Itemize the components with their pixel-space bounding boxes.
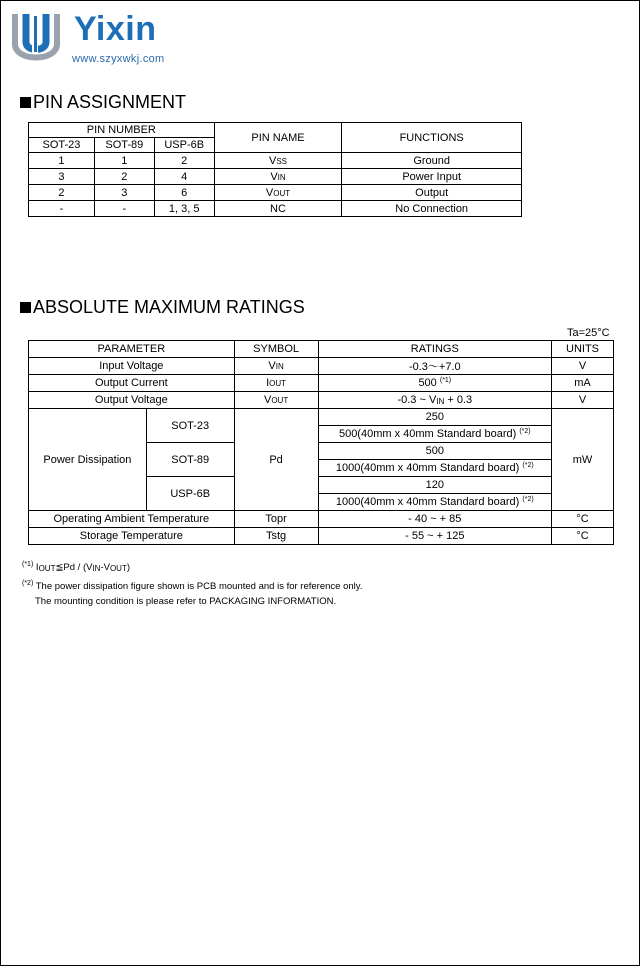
- table-row: [29, 392, 614, 409]
- cell-rating: 500 $^{(*1)}$: [318, 375, 552, 392]
- cell-unit: mA: [552, 375, 614, 392]
- absolute-max-ratings-title: ABSOLUTE MAXIMUM RATINGS: [20, 297, 305, 317]
- cell-sot89: -: [94, 201, 154, 217]
- cell-package: SOT-23: [146, 409, 234, 443]
- cell-function: Power Input: [342, 169, 522, 185]
- cell-symbol: VIN: [234, 358, 318, 375]
- company-url[interactable]: www.szyxwkj.com: [72, 53, 165, 65]
- cell-function: No Connection: [342, 201, 522, 217]
- table-row: [29, 409, 614, 426]
- cell-pin-name: VOUT: [214, 185, 342, 201]
- footnote-1: $^{(*1)}$ $I_{OUT}≦Pd / (V_{IN}-V_{OUT})$: [22, 561, 131, 573]
- cell-rating: - 55 ~ + 125: [318, 528, 552, 545]
- ambient-temp-note: Ta=25°C: [567, 327, 610, 339]
- cell-function: Output: [342, 185, 522, 201]
- table-row: [29, 511, 614, 528]
- cell-sot23: -: [29, 201, 95, 217]
- cell-rating: 120: [318, 477, 552, 494]
- cell-parameter: Input Voltage: [29, 358, 235, 375]
- cell-symbol: Tstg: [234, 528, 318, 545]
- parameter-header: PARAMETER: [29, 341, 235, 358]
- bullet-square-icon: [20, 302, 31, 313]
- cell-parameter: Output Current: [29, 375, 235, 392]
- cell-rating: 500(40mm x 40mm Standard board) $^{(*2)}$: [318, 426, 552, 443]
- symbol-header: SYMBOL: [234, 341, 318, 358]
- cell-package: SOT-89: [146, 443, 234, 477]
- units-header: UNITS: [552, 341, 614, 358]
- functions-header: FUNCTIONS: [342, 123, 522, 153]
- company-logo[interactable]: [12, 12, 192, 72]
- table-row: [29, 358, 614, 375]
- cell-parameter: Storage Temperature: [29, 528, 235, 545]
- cell-pin-name: VSS: [214, 153, 342, 169]
- cell-package: USP-6B: [146, 477, 234, 511]
- cell-unit: °C: [552, 511, 614, 528]
- cell-symbol: Topr: [234, 511, 318, 528]
- cell-usp6b: 6: [154, 185, 214, 201]
- cell-unit: V: [552, 358, 614, 375]
- absolute-max-ratings-table: [28, 340, 614, 545]
- sot23-header: SOT-23: [29, 138, 95, 153]
- cell-parameter: Operating Ambient Temperature: [29, 511, 235, 528]
- cell-sot23: 2: [29, 185, 95, 201]
- brand-name: Yixin: [74, 10, 157, 48]
- cell-unit: mW: [552, 409, 614, 511]
- cell-function: Ground: [342, 153, 522, 169]
- ratings-header: RATINGS: [318, 341, 552, 358]
- sot89-header: SOT-89: [94, 138, 154, 153]
- table-row: [29, 528, 614, 545]
- cell-sot23: 3: [29, 169, 95, 185]
- cell-usp6b: 1, 3, 5: [154, 201, 214, 217]
- cell-rating: 1000(40mm x 40mm Standard board) $^{(*2)}$: [318, 460, 552, 477]
- pin-assignment-table: [28, 122, 522, 217]
- cell-rating: 250: [318, 409, 552, 426]
- table-row: [29, 375, 614, 392]
- cell-parameter: Output Voltage: [29, 392, 235, 409]
- usp6b-header: USP-6B: [154, 138, 214, 153]
- cell-rating: -0.3 ~ $V_{IN} + 0.3$: [318, 392, 552, 409]
- pin-number-header: PIN NUMBER: [29, 123, 215, 138]
- table-row: [29, 185, 522, 201]
- cell-unit: °C: [552, 528, 614, 545]
- cell-pin-name: VIN: [214, 169, 342, 185]
- cell-rating: 1000(40mm x 40mm Standard board) $^{(*2)}$: [318, 494, 552, 511]
- table-row: [29, 169, 522, 185]
- cell-symbol: IOUT: [234, 375, 318, 392]
- cell-parameter: Power Dissipation: [29, 409, 147, 511]
- cell-sot23: 1: [29, 153, 95, 169]
- pin-name-header: PIN NAME: [214, 123, 342, 153]
- cell-sot89: 3: [94, 185, 154, 201]
- cell-rating: 500: [318, 443, 552, 460]
- cell-usp6b: 2: [154, 153, 214, 169]
- cell-rating: - 40 ~ + 85: [318, 511, 552, 528]
- cell-pin-name: NC: [214, 201, 342, 217]
- bullet-square-icon: [20, 97, 31, 108]
- table-row: [29, 153, 522, 169]
- cell-usp6b: 4: [154, 169, 214, 185]
- cell-symbol: VOUT: [234, 392, 318, 409]
- cell-sot89: 2: [94, 169, 154, 185]
- cell-sot89: 1: [94, 153, 154, 169]
- pin-assignment-title: PIN ASSIGNMENT: [20, 92, 186, 112]
- footnotes: [22, 557, 362, 609]
- footnote-2-continued: The mounting condition is please refer to PACKAGING INFORMATION.: [35, 596, 337, 607]
- cell-symbol: Pd: [234, 409, 318, 511]
- cell-rating: -0.3～+7.0: [318, 358, 552, 375]
- footnote-2: $^{(*2)}$ The power dissipation figure shown is PCB mounted and is for reference only.: [22, 580, 363, 592]
- yixin-logo-mark: [12, 12, 60, 66]
- cell-unit: V: [552, 392, 614, 409]
- table-row: [29, 201, 522, 217]
